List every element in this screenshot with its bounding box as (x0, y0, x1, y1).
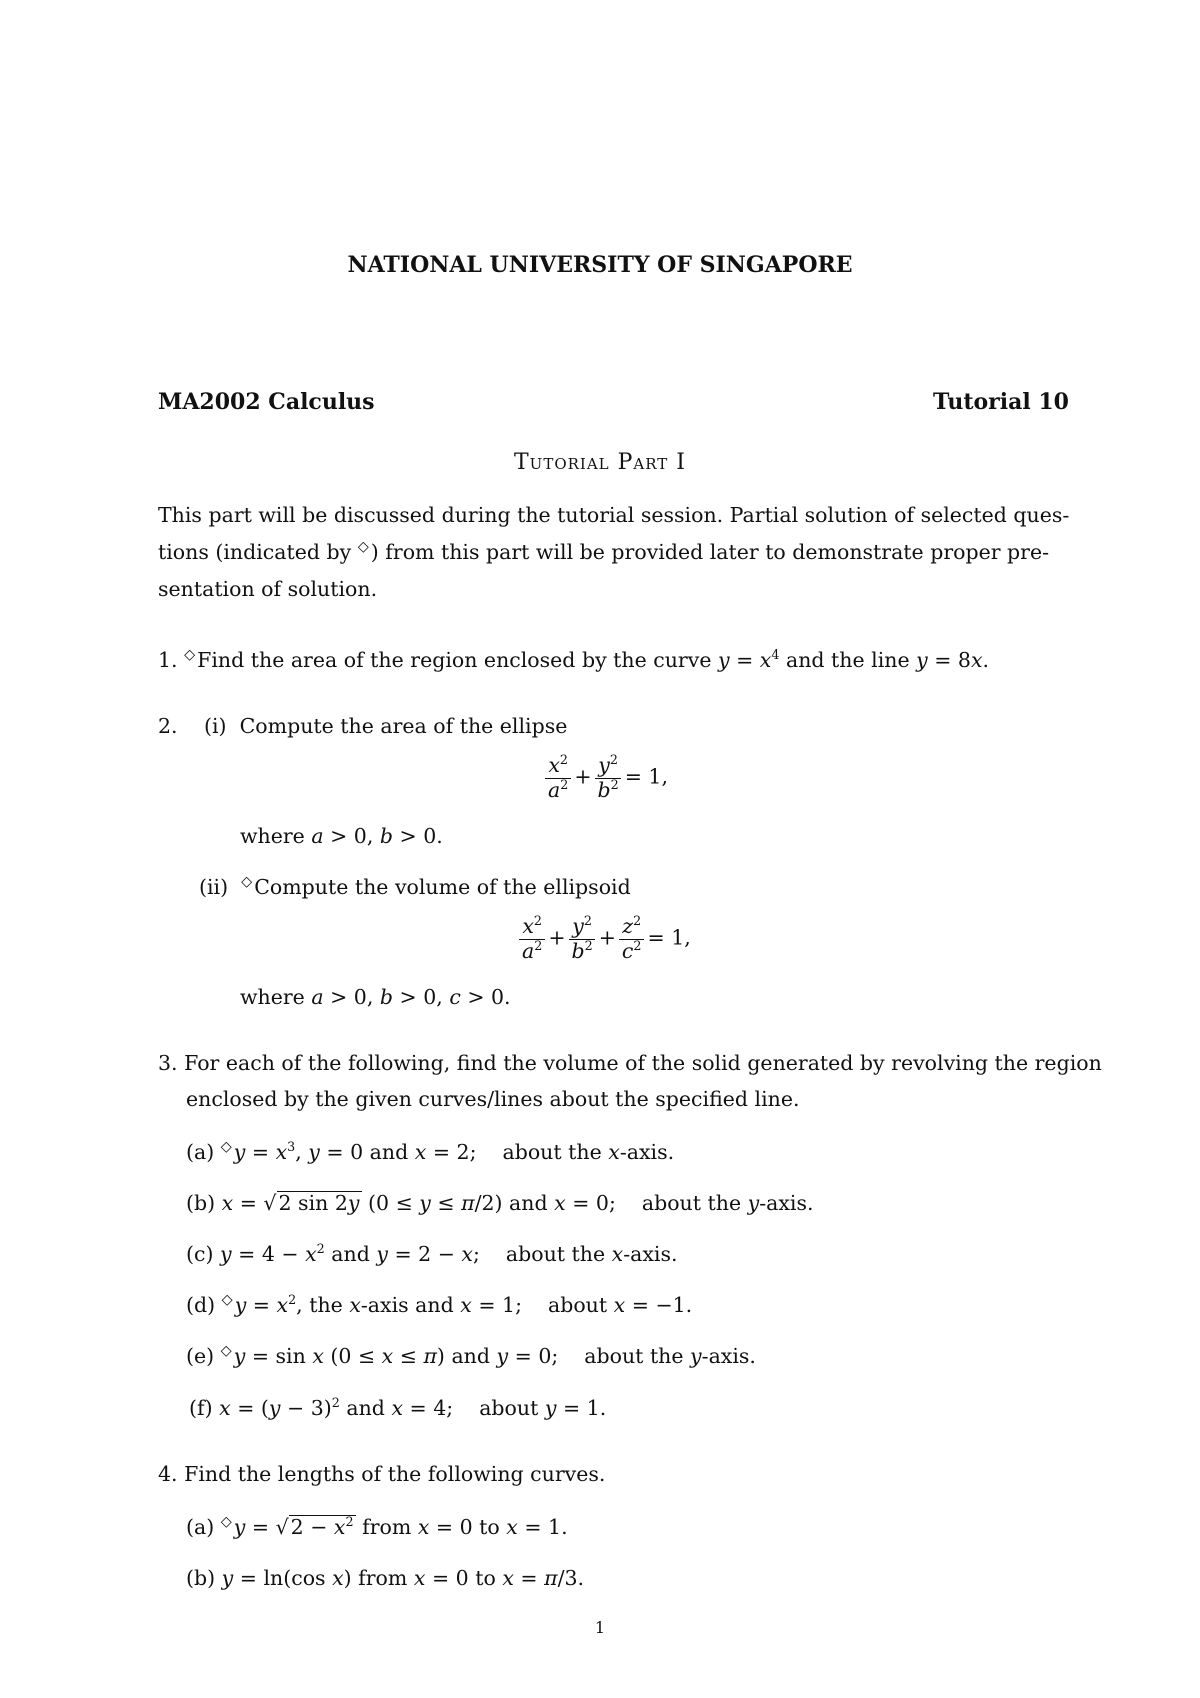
course-name: MA2002 Calculus (158, 389, 375, 415)
question-3b: (b) x = √2 sin 2y (0 ≤ y ≤ π/2) and x = 0; about the y-axis. (186, 1191, 814, 1215)
diamond-icon: ◇ (220, 1343, 232, 1360)
question-1: 1. ◇Find the area of the region enclosed by the curve $y = x^4$ and the line y = 8x. (158, 647, 990, 672)
ellipse-equation: $\frac{x^2}{a^2}$ + $\frac{y^2}{b^2}$ = 1, (542, 755, 668, 801)
university-title: NATIONAL UNIVERSITY OF SINGAPORE (347, 252, 853, 278)
question-2-ii-condition: where a > 0, b > 0, c > 0. (240, 985, 511, 1009)
diamond-icon: ◇ (220, 1139, 232, 1156)
page-number: 1 (594, 1618, 606, 1637)
intro-line-2: tions (indicated by ◇) from this part will be provided later to demonstrate proper pre- (158, 539, 1050, 564)
question-2-i: (i) Compute the area of the ellipse (204, 714, 568, 738)
question-2-number: 2. (158, 714, 178, 738)
question-3-line-2: enclosed by the given curves/lines about the specified line. (186, 1087, 800, 1111)
question-4a: (a) $^◇y = √2 - x^2$ from x = 0 to x = 1. (186, 1514, 568, 1539)
diamond-icon: ◇ (220, 1514, 232, 1531)
question-3-line-1: 3. For each of the following, find the volume of the solid generated by revolving the region (158, 1051, 1102, 1075)
intro-line-1: This part will be discussed during the tutorial session. Partial solution of selected ques- (158, 503, 1070, 527)
diamond-icon: ◇ (221, 1292, 233, 1309)
question-3d: (d) $^◇y = x^2$, the x-axis and x = 1; about x = −1. (186, 1292, 693, 1317)
question-3f: (f) $x = (y - 3)^2$ and x = 4; about y = 1. (189, 1395, 607, 1420)
diamond-icon: ◇ (241, 874, 253, 891)
intro-line-3: sentation of solution. (158, 577, 378, 601)
question-3c: (c) $y = 4 - x^2$ and y = 2 − x; about the x-axis. (186, 1241, 678, 1266)
question-4b: (b) y = ln(cos x) from x = 0 to x = π/3. (186, 1566, 585, 1590)
part-title: Tutorial Part I (514, 450, 686, 475)
question-3e: (e) ◇y = sin x (0 ≤ x ≤ π) and y = 0; about the y-axis. (186, 1343, 756, 1368)
diamond-icon: ◇ (184, 647, 196, 664)
question-3a: (a) $^◇y = x^3$, y = 0 and x = 2; about the x-axis. (186, 1139, 675, 1164)
ellipsoid-equation: $\frac{x^2}{a^2}$ + $\frac{y^2}{b^2}$ + $\frac{z^2}{c^2}$ = 1, (516, 916, 691, 962)
question-2-i-condition: where a > 0, b > 0. (240, 824, 443, 848)
question-4: 4. Find the lengths of the following curves. (158, 1462, 606, 1486)
tutorial-number: Tutorial 10 (932, 389, 1069, 415)
diamond-icon: ◇ (357, 539, 369, 556)
question-2-ii: (ii) ◇Compute the volume of the ellipsoid (199, 874, 631, 899)
